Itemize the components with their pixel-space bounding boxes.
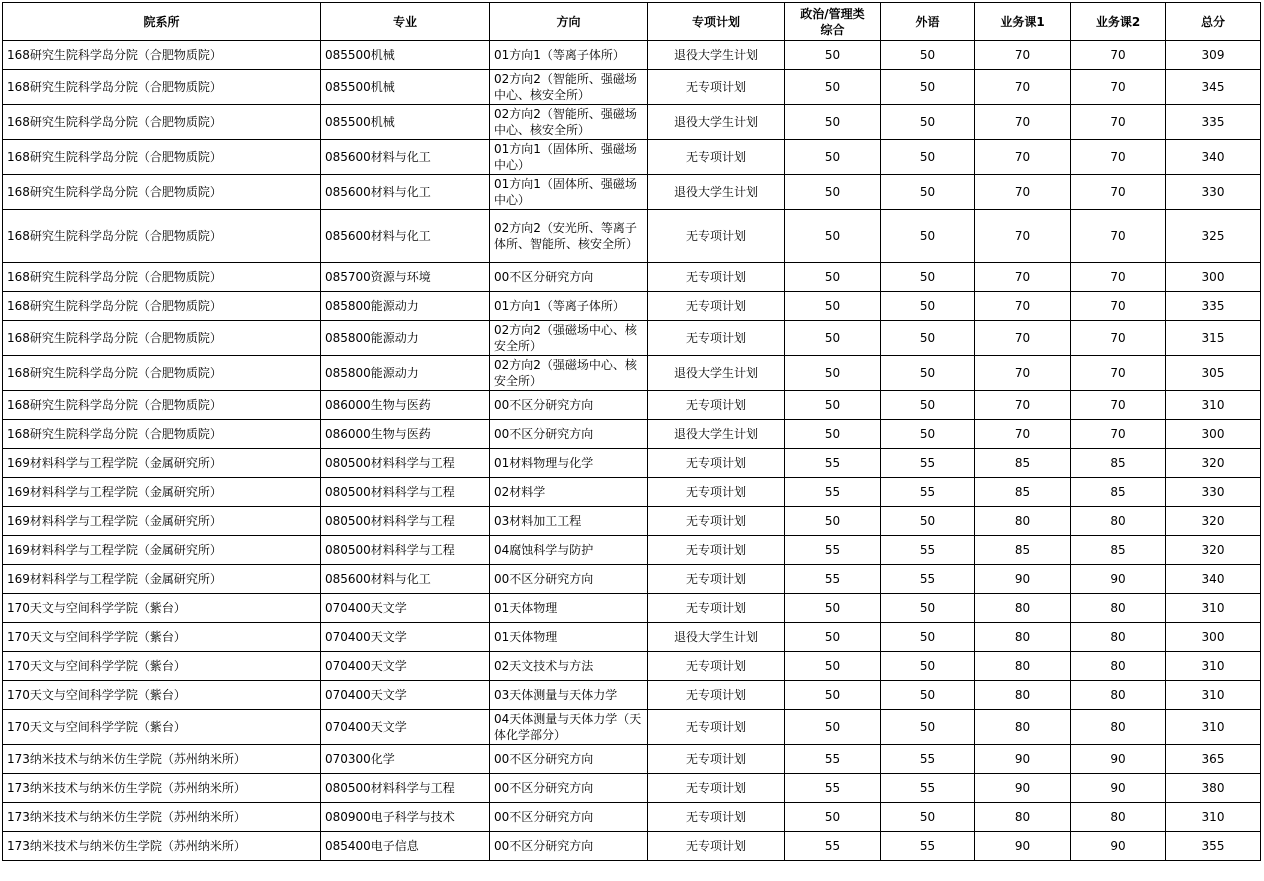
major-cell: 085800能源动力	[321, 321, 490, 356]
major-cell: 085600材料与化工	[321, 210, 490, 263]
plan-cell: 退役大学生计划	[648, 175, 785, 210]
course2-score-cell: 80	[1071, 594, 1166, 623]
plan-cell: 无专项计划	[648, 652, 785, 681]
course2-score-cell: 70	[1071, 391, 1166, 420]
plan-cell: 无专项计划	[648, 140, 785, 175]
total-score-cell: 309	[1166, 41, 1261, 70]
dept-cell: 168研究生院科学岛分院（合肥物质院）	[3, 175, 321, 210]
major-cell: 070400天文学	[321, 710, 490, 745]
dept-cell: 168研究生院科学岛分院（合肥物质院）	[3, 210, 321, 263]
table-row	[3, 774, 1261, 803]
course2-score-cell: 80	[1071, 681, 1166, 710]
language-score-cell: 50	[881, 623, 975, 652]
politics-score-cell: 55	[785, 565, 881, 594]
plan-cell: 退役大学生计划	[648, 356, 785, 391]
table-row	[3, 565, 1261, 594]
course1-score-cell: 90	[975, 745, 1071, 774]
plan-cell: 无专项计划	[648, 832, 785, 861]
header-row	[3, 3, 1261, 41]
header-cell: 专项计划	[648, 3, 785, 41]
score-table	[2, 2, 1261, 861]
language-score-cell: 50	[881, 175, 975, 210]
course1-score-cell: 70	[975, 105, 1071, 140]
language-score-cell: 50	[881, 710, 975, 745]
total-score-cell: 310	[1166, 803, 1261, 832]
course1-score-cell: 90	[975, 832, 1071, 861]
total-score-cell: 340	[1166, 140, 1261, 175]
language-score-cell: 50	[881, 652, 975, 681]
language-score-cell: 55	[881, 774, 975, 803]
direction-cell: 02材料学	[490, 478, 648, 507]
course2-score-cell: 70	[1071, 105, 1166, 140]
total-score-cell: 340	[1166, 565, 1261, 594]
plan-cell: 退役大学生计划	[648, 105, 785, 140]
table-row	[3, 652, 1261, 681]
dept-cell: 169材料科学与工程学院（金属研究所）	[3, 449, 321, 478]
total-score-cell: 310	[1166, 681, 1261, 710]
major-cell: 080500材料科学与工程	[321, 536, 490, 565]
plan-cell: 无专项计划	[648, 565, 785, 594]
course1-score-cell: 80	[975, 594, 1071, 623]
language-score-cell: 55	[881, 745, 975, 774]
header-cell: 业务课1	[975, 3, 1071, 41]
total-score-cell: 310	[1166, 710, 1261, 745]
total-score-cell: 300	[1166, 623, 1261, 652]
politics-score-cell: 50	[785, 420, 881, 449]
header-cell: 政治/管理类综合	[785, 3, 881, 41]
major-cell: 086000生物与医药	[321, 391, 490, 420]
politics-score-cell: 50	[785, 210, 881, 263]
course1-score-cell: 80	[975, 803, 1071, 832]
direction-cell: 00不区分研究方向	[490, 745, 648, 774]
direction-cell: 02方向2（强磁场中心、核安全所）	[490, 356, 648, 391]
course1-score-cell: 70	[975, 292, 1071, 321]
total-score-cell: 380	[1166, 774, 1261, 803]
course2-score-cell: 70	[1071, 321, 1166, 356]
direction-cell: 02天文技术与方法	[490, 652, 648, 681]
politics-score-cell: 55	[785, 478, 881, 507]
dept-cell: 173纳米技术与纳米仿生学院（苏州纳米所）	[3, 832, 321, 861]
direction-cell: 04天体测量与天体力学（天体化学部分）	[490, 710, 648, 745]
total-score-cell: 320	[1166, 536, 1261, 565]
dept-cell: 170天文与空间科学学院（紫台）	[3, 681, 321, 710]
total-score-cell: 310	[1166, 391, 1261, 420]
direction-cell: 00不区分研究方向	[490, 391, 648, 420]
plan-cell: 无专项计划	[648, 478, 785, 507]
major-cell: 085600材料与化工	[321, 565, 490, 594]
course1-score-cell: 70	[975, 175, 1071, 210]
total-score-cell: 335	[1166, 292, 1261, 321]
politics-score-cell: 50	[785, 356, 881, 391]
course1-score-cell: 70	[975, 420, 1071, 449]
politics-score-cell: 50	[785, 263, 881, 292]
major-cell: 085600材料与化工	[321, 140, 490, 175]
direction-cell: 00不区分研究方向	[490, 263, 648, 292]
dept-cell: 169材料科学与工程学院（金属研究所）	[3, 536, 321, 565]
direction-cell: 04腐蚀科学与防护	[490, 536, 648, 565]
course1-score-cell: 70	[975, 70, 1071, 105]
total-score-cell: 330	[1166, 478, 1261, 507]
plan-cell: 无专项计划	[648, 745, 785, 774]
language-score-cell: 50	[881, 292, 975, 321]
politics-score-cell: 50	[785, 321, 881, 356]
course1-score-cell: 80	[975, 652, 1071, 681]
course2-score-cell: 90	[1071, 774, 1166, 803]
plan-cell: 无专项计划	[648, 774, 785, 803]
politics-score-cell: 50	[785, 105, 881, 140]
plan-cell: 无专项计划	[648, 391, 785, 420]
table-row	[3, 536, 1261, 565]
table-row	[3, 478, 1261, 507]
plan-cell: 无专项计划	[648, 210, 785, 263]
major-cell: 085500机械	[321, 105, 490, 140]
course1-score-cell: 80	[975, 710, 1071, 745]
table-row	[3, 70, 1261, 105]
direction-cell: 03材料加工工程	[490, 507, 648, 536]
direction-cell: 01方向1（固体所、强磁场中心）	[490, 140, 648, 175]
language-score-cell: 50	[881, 105, 975, 140]
politics-score-cell: 50	[785, 175, 881, 210]
table-row	[3, 594, 1261, 623]
table-row	[3, 292, 1261, 321]
plan-cell: 无专项计划	[648, 594, 785, 623]
course2-score-cell: 90	[1071, 745, 1166, 774]
politics-score-cell: 50	[785, 292, 881, 321]
language-score-cell: 50	[881, 263, 975, 292]
language-score-cell: 50	[881, 420, 975, 449]
total-score-cell: 325	[1166, 210, 1261, 263]
header-cell: 院系所	[3, 3, 321, 41]
course1-score-cell: 80	[975, 623, 1071, 652]
politics-score-cell: 50	[785, 803, 881, 832]
major-cell: 080500材料科学与工程	[321, 449, 490, 478]
header-cell: 外语	[881, 3, 975, 41]
table-row	[3, 321, 1261, 356]
direction-cell: 01方向1（等离子体所）	[490, 41, 648, 70]
politics-score-cell: 50	[785, 623, 881, 652]
table-row	[3, 803, 1261, 832]
table-row	[3, 507, 1261, 536]
direction-cell: 01天体物理	[490, 623, 648, 652]
language-score-cell: 55	[881, 565, 975, 594]
course2-score-cell: 80	[1071, 710, 1166, 745]
course2-score-cell: 70	[1071, 140, 1166, 175]
dept-cell: 168研究生院科学岛分院（合肥物质院）	[3, 263, 321, 292]
total-score-cell: 300	[1166, 420, 1261, 449]
table-row	[3, 105, 1261, 140]
plan-cell: 无专项计划	[648, 292, 785, 321]
table-row	[3, 832, 1261, 861]
course1-score-cell: 70	[975, 321, 1071, 356]
plan-cell: 无专项计划	[648, 507, 785, 536]
course1-score-cell: 85	[975, 449, 1071, 478]
course2-score-cell: 90	[1071, 832, 1166, 861]
course1-score-cell: 70	[975, 263, 1071, 292]
course2-score-cell: 80	[1071, 507, 1166, 536]
plan-cell: 无专项计划	[648, 321, 785, 356]
course2-score-cell: 70	[1071, 263, 1166, 292]
direction-cell: 00不区分研究方向	[490, 832, 648, 861]
politics-score-cell: 50	[785, 70, 881, 105]
dept-cell: 169材料科学与工程学院（金属研究所）	[3, 565, 321, 594]
dept-cell: 170天文与空间科学学院（紫台）	[3, 594, 321, 623]
politics-score-cell: 50	[785, 140, 881, 175]
total-score-cell: 320	[1166, 507, 1261, 536]
course1-score-cell: 90	[975, 565, 1071, 594]
language-score-cell: 50	[881, 803, 975, 832]
table-row	[3, 140, 1261, 175]
language-score-cell: 50	[881, 321, 975, 356]
dept-cell: 168研究生院科学岛分院（合肥物质院）	[3, 321, 321, 356]
major-cell: 080900电子科学与技术	[321, 803, 490, 832]
major-cell: 070400天文学	[321, 594, 490, 623]
politics-score-cell: 55	[785, 745, 881, 774]
plan-cell: 无专项计划	[648, 70, 785, 105]
table-row	[3, 623, 1261, 652]
dept-cell: 169材料科学与工程学院（金属研究所）	[3, 478, 321, 507]
table-row	[3, 710, 1261, 745]
total-score-cell: 300	[1166, 263, 1261, 292]
politics-score-cell: 50	[785, 681, 881, 710]
plan-cell: 无专项计划	[648, 449, 785, 478]
table-row	[3, 175, 1261, 210]
total-score-cell: 330	[1166, 175, 1261, 210]
plan-cell: 退役大学生计划	[648, 623, 785, 652]
direction-cell: 01材料物理与化学	[490, 449, 648, 478]
politics-score-cell: 50	[785, 41, 881, 70]
plan-cell: 无专项计划	[648, 710, 785, 745]
language-score-cell: 50	[881, 356, 975, 391]
plan-cell: 无专项计划	[648, 803, 785, 832]
total-score-cell: 310	[1166, 594, 1261, 623]
course2-score-cell: 80	[1071, 623, 1166, 652]
course1-score-cell: 80	[975, 681, 1071, 710]
major-cell: 085400电子信息	[321, 832, 490, 861]
direction-cell: 02方向2（智能所、强磁场中心、核安全所）	[490, 70, 648, 105]
politics-score-cell: 50	[785, 594, 881, 623]
language-score-cell: 55	[881, 832, 975, 861]
table-row	[3, 745, 1261, 774]
total-score-cell: 315	[1166, 321, 1261, 356]
dept-cell: 168研究生院科学岛分院（合肥物质院）	[3, 70, 321, 105]
course2-score-cell: 85	[1071, 449, 1166, 478]
language-score-cell: 55	[881, 449, 975, 478]
language-score-cell: 50	[881, 594, 975, 623]
language-score-cell: 50	[881, 507, 975, 536]
politics-score-cell: 50	[785, 391, 881, 420]
course2-score-cell: 70	[1071, 420, 1166, 449]
course2-score-cell: 80	[1071, 803, 1166, 832]
major-cell: 085700资源与环境	[321, 263, 490, 292]
course1-score-cell: 85	[975, 478, 1071, 507]
politics-score-cell: 55	[785, 832, 881, 861]
direction-cell: 02方向2（强磁场中心、核安全所）	[490, 321, 648, 356]
direction-cell: 00不区分研究方向	[490, 420, 648, 449]
course2-score-cell: 70	[1071, 356, 1166, 391]
table-row	[3, 681, 1261, 710]
major-cell: 085500机械	[321, 70, 490, 105]
dept-cell: 168研究生院科学岛分院（合肥物质院）	[3, 356, 321, 391]
course1-score-cell: 70	[975, 391, 1071, 420]
total-score-cell: 305	[1166, 356, 1261, 391]
politics-score-cell: 55	[785, 536, 881, 565]
course1-score-cell: 70	[975, 210, 1071, 263]
major-cell: 086000生物与医药	[321, 420, 490, 449]
direction-cell: 00不区分研究方向	[490, 803, 648, 832]
dept-cell: 168研究生院科学岛分院（合肥物质院）	[3, 41, 321, 70]
language-score-cell: 50	[881, 41, 975, 70]
plan-cell: 退役大学生计划	[648, 420, 785, 449]
politics-score-cell: 50	[785, 652, 881, 681]
direction-cell: 02方向2（安光所、等离子体所、智能所、核安全所）	[490, 210, 648, 263]
major-cell: 085800能源动力	[321, 292, 490, 321]
major-cell: 080500材料科学与工程	[321, 774, 490, 803]
politics-score-cell: 50	[785, 710, 881, 745]
course2-score-cell: 85	[1071, 478, 1166, 507]
plan-cell: 退役大学生计划	[648, 41, 785, 70]
table-row	[3, 356, 1261, 391]
language-score-cell: 55	[881, 478, 975, 507]
course2-score-cell: 85	[1071, 536, 1166, 565]
direction-cell: 00不区分研究方向	[490, 565, 648, 594]
dept-cell: 168研究生院科学岛分院（合肥物质院）	[3, 391, 321, 420]
direction-cell: 00不区分研究方向	[490, 774, 648, 803]
major-cell: 070300化学	[321, 745, 490, 774]
language-score-cell: 50	[881, 210, 975, 263]
dept-cell: 169材料科学与工程学院（金属研究所）	[3, 507, 321, 536]
course2-score-cell: 90	[1071, 565, 1166, 594]
dept-cell: 170天文与空间科学学院（紫台）	[3, 652, 321, 681]
language-score-cell: 50	[881, 681, 975, 710]
total-score-cell: 345	[1166, 70, 1261, 105]
table-row	[3, 420, 1261, 449]
major-cell: 080500材料科学与工程	[321, 507, 490, 536]
total-score-cell: 355	[1166, 832, 1261, 861]
course1-score-cell: 70	[975, 41, 1071, 70]
politics-score-cell: 55	[785, 449, 881, 478]
language-score-cell: 50	[881, 391, 975, 420]
plan-cell: 无专项计划	[648, 681, 785, 710]
plan-cell: 无专项计划	[648, 263, 785, 292]
course2-score-cell: 80	[1071, 652, 1166, 681]
dept-cell: 170天文与空间科学学院（紫台）	[3, 623, 321, 652]
course1-score-cell: 80	[975, 507, 1071, 536]
direction-cell: 01天体物理	[490, 594, 648, 623]
header-cell: 业务课2	[1071, 3, 1166, 41]
language-score-cell: 50	[881, 140, 975, 175]
table-row	[3, 391, 1261, 420]
dept-cell: 168研究生院科学岛分院（合肥物质院）	[3, 105, 321, 140]
course1-score-cell: 70	[975, 356, 1071, 391]
direction-cell: 03天体测量与天体力学	[490, 681, 648, 710]
dept-cell: 168研究生院科学岛分院（合肥物质院）	[3, 420, 321, 449]
major-cell: 070400天文学	[321, 652, 490, 681]
dept-cell: 173纳米技术与纳米仿生学院（苏州纳米所）	[3, 745, 321, 774]
plan-cell: 无专项计划	[648, 536, 785, 565]
course1-score-cell: 90	[975, 774, 1071, 803]
header-cell: 专业	[321, 3, 490, 41]
major-cell: 085500机械	[321, 41, 490, 70]
major-cell: 085800能源动力	[321, 356, 490, 391]
total-score-cell: 365	[1166, 745, 1261, 774]
total-score-cell: 320	[1166, 449, 1261, 478]
course2-score-cell: 70	[1071, 41, 1166, 70]
table-row	[3, 263, 1261, 292]
header-cell: 方向	[490, 3, 648, 41]
dept-cell: 173纳米技术与纳米仿生学院（苏州纳米所）	[3, 774, 321, 803]
dept-cell: 168研究生院科学岛分院（合肥物质院）	[3, 140, 321, 175]
dept-cell: 168研究生院科学岛分院（合肥物质院）	[3, 292, 321, 321]
major-cell: 070400天文学	[321, 623, 490, 652]
dept-cell: 170天文与空间科学学院（紫台）	[3, 710, 321, 745]
header-cell: 总分	[1166, 3, 1261, 41]
major-cell: 070400天文学	[321, 681, 490, 710]
course1-score-cell: 70	[975, 140, 1071, 175]
course2-score-cell: 70	[1071, 292, 1166, 321]
course2-score-cell: 70	[1071, 175, 1166, 210]
major-cell: 085600材料与化工	[321, 175, 490, 210]
course2-score-cell: 70	[1071, 210, 1166, 263]
table-row	[3, 41, 1261, 70]
table-row	[3, 210, 1261, 263]
total-score-cell: 335	[1166, 105, 1261, 140]
politics-score-cell: 50	[785, 507, 881, 536]
course1-score-cell: 85	[975, 536, 1071, 565]
total-score-cell: 310	[1166, 652, 1261, 681]
direction-cell: 01方向1（等离子体所）	[490, 292, 648, 321]
direction-cell: 01方向1（固体所、强磁场中心）	[490, 175, 648, 210]
course2-score-cell: 70	[1071, 70, 1166, 105]
major-cell: 080500材料科学与工程	[321, 478, 490, 507]
table-row	[3, 449, 1261, 478]
dept-cell: 173纳米技术与纳米仿生学院（苏州纳米所）	[3, 803, 321, 832]
language-score-cell: 50	[881, 70, 975, 105]
language-score-cell: 55	[881, 536, 975, 565]
politics-score-cell: 55	[785, 774, 881, 803]
direction-cell: 02方向2（智能所、强磁场中心、核安全所）	[490, 105, 648, 140]
